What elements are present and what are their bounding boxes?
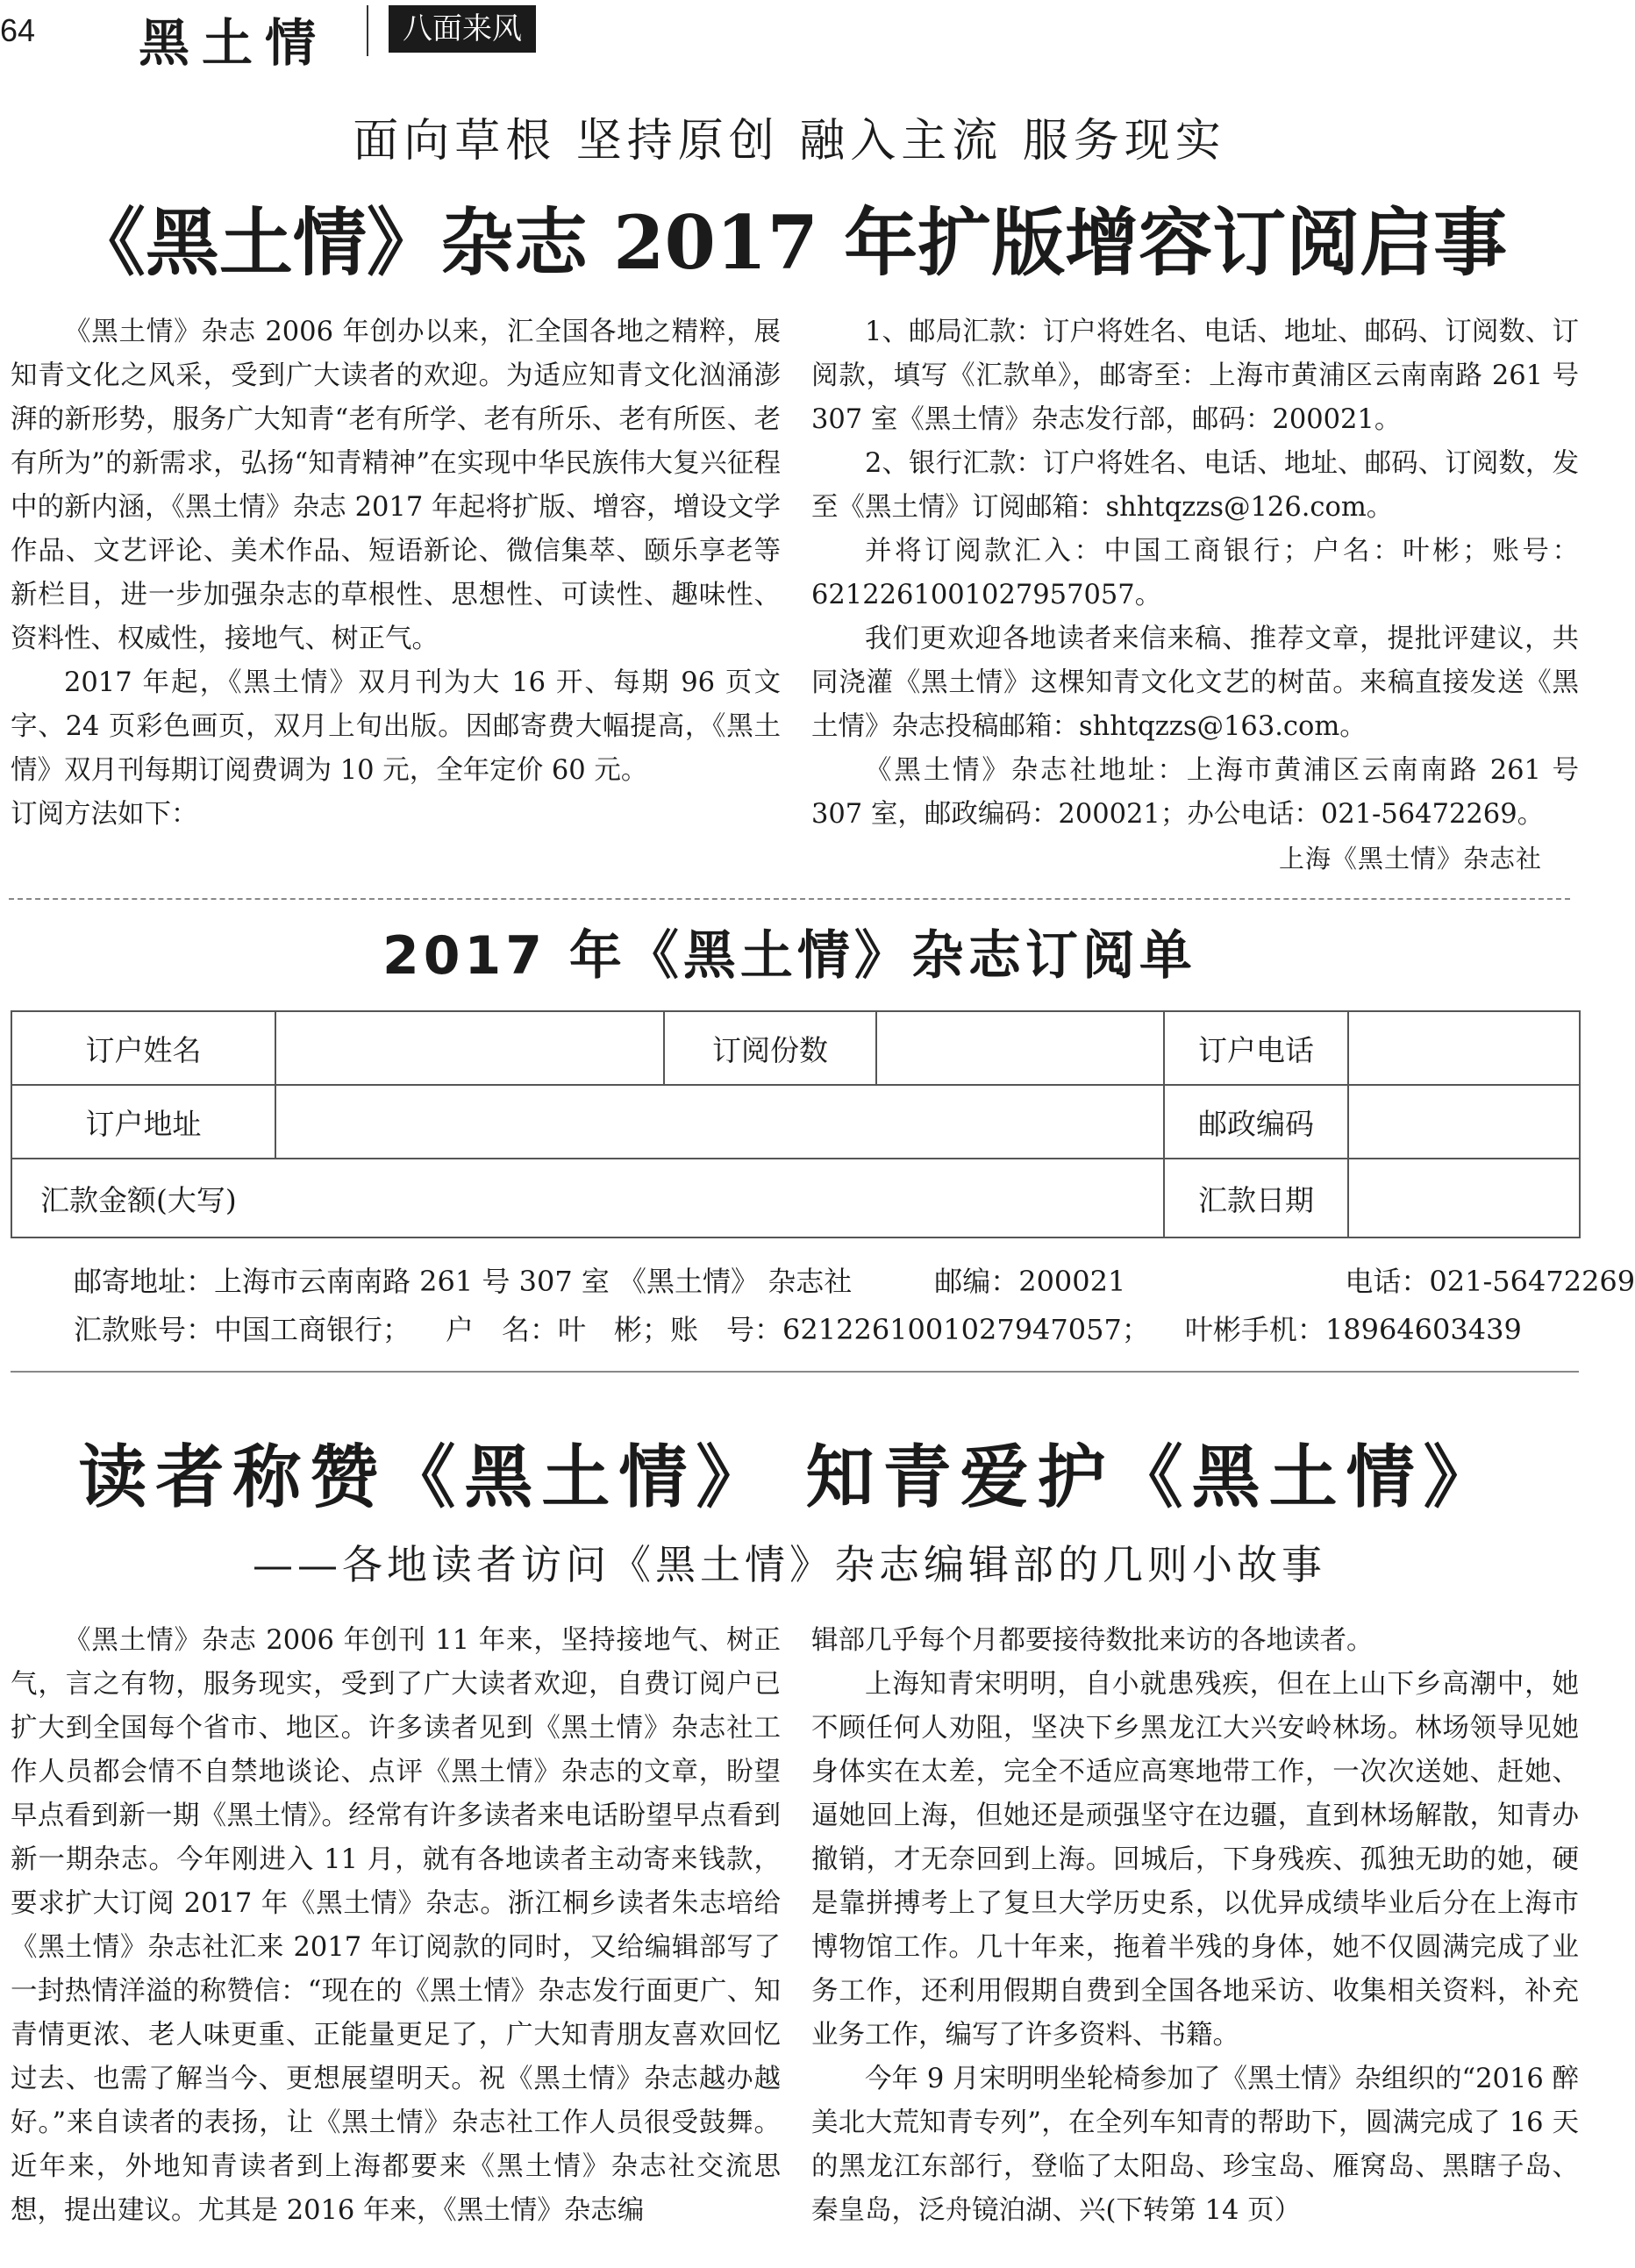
article2-title: 读者称赞《黑土情》 知青爱护《黑土情》 bbox=[78, 1437, 1501, 1517]
article1-right-paragraph: 《黑土情》杂志社地址：上海市黄浦区云南南路 261 号 307 室，邮政编码：200021；办公电话：021-56472269。 bbox=[811, 755, 1579, 830]
article2-right-paragraph: 上海知青宋明明，自小就患残疾，但在上山下乡高潮中，她不顾任何人劝阻，坚决下乡黑龙江大兴安岭林场。林场领导见她身体实在太差，完全不适应高寒地带工作，一次次送她、赶她、逼她回上海，但她还是顽强坚守在边疆，直到林场解散，知青办撤销，才无奈回到上海。回城后，下身残疾、孤独无助的她，硬是靠拼搏考上了复旦大学历史系，以优异成绩毕业后分在上海市博物馆工作。几十年来，拖着半残的身体，她不仅圆满完成了业务工作，还利用假期自费到全国各地采访、收集相关资料，补充业务工作，编写了许多资料、书籍。 bbox=[811, 1669, 1579, 2050]
article1-title: 《黑土情》杂志 2017 年扩版增容订阅启事 bbox=[71, 199, 1508, 286]
article2-right-column bbox=[811, 1619, 1579, 2233]
mailing-address-line bbox=[74, 1259, 1635, 1300]
label-subscriber-name: 订户姓名 bbox=[11, 1011, 275, 1085]
field-remit-date[interactable] bbox=[1348, 1159, 1580, 1237]
field-subscriber-name[interactable] bbox=[275, 1011, 664, 1085]
article1-left-column bbox=[11, 310, 781, 837]
article2-left-paragraph: 《黑土情》杂志 2006 年创刊 11 年来，坚持接地气、树正气，言之有物，服务现实，受到了广大读者欢迎，自费订阅户已扩大到全国每个省市、地区。许多读者见到《黑土情》杂志社工作人员都会情不自禁地谈论、点评《黑土情》杂志的文章，盼望早点看到新一期《黑土情》。经常有许多读者来电话盼望早点看到新一期杂志。今年刚进入 11 月，就有各地读者主动寄来钱款，要求扩大订阅 2017 年《黑土情》杂志。浙江桐乡读者朱志培给《黑土情》杂志社汇来 2017 年订阅款的同时，又给编辑部写了一封热情洋溢的称赞信：“现在的《黑土情》杂志发行面更广、知青情更浓、老人味更重、正能量更足了，广大知青朋友喜欢回忆过去、也需了解当今、更想展望明天。祝《黑土情》杂志越办越好。”来自读者的表扬，让《黑土情》杂志社工作人员很受鼓舞。近年来，外地知青读者到上海都要来《黑土情》杂志社交流思想，提出建议。尤其是 2016 年来，《黑土情》杂志编 bbox=[11, 1625, 781, 2226]
remit-account: 汇款账号：中国工商银行； bbox=[74, 1313, 411, 1346]
page-number: 64 bbox=[0, 12, 36, 48]
subscription-form-table bbox=[11, 1010, 1581, 1238]
mailing-postcode: 邮编：200021 bbox=[934, 1265, 1126, 1298]
article1-right-paragraph: 2、银行汇款：订户将姓名、电话、地址、邮码、订阅数，发至《黑土情》订阅邮箱：shhtqzzs@126.com。 bbox=[811, 448, 1579, 523]
mailing-address: 邮寄地址：上海市云南南路 261 号 307 室 《黑土情》 杂志社 bbox=[74, 1265, 853, 1298]
section-divider bbox=[11, 1371, 1579, 1373]
article1-right-paragraph: 并将订阅款汇入：中国工商银行；户名：叶彬；账号：6212261001027957057。 bbox=[811, 536, 1579, 610]
label-subscriber-phone: 订户电话 bbox=[1164, 1011, 1348, 1085]
label-postcode: 邮政编码 bbox=[1164, 1085, 1348, 1159]
article2-right-paragraph: 今年 9 月宋明明坐轮椅参加了《黑土情》杂组织的“2016 醉美北大荒知青专列”，在全列车知青的帮助下，圆满完成了 16 天的黑龙江东部行，登临了太阳岛、珍宝岛、雁窝岛、黑瞎子岛、秦皇岛，泛舟镜泊湖、兴(下转第 14 页） bbox=[811, 2064, 1579, 2226]
article2-right-continuation: 辑部几乎每个月都要接待数批来访的各地读者。 bbox=[811, 1625, 1374, 1656]
label-copies: 订阅份数 bbox=[664, 1011, 876, 1085]
section-tag: 八面来风 bbox=[389, 5, 536, 53]
mailing-phone: 电话：021-56472269 bbox=[1345, 1265, 1635, 1298]
label-remit-amount[interactable]: 汇款金额(大写) bbox=[11, 1159, 1164, 1237]
article1-right-paragraph: 1、邮局汇款：订户将姓名、电话、地址、邮码、订阅数、订阅款，填写《汇款单》，邮寄至：上海市黄浦区云南南路 261 号 307 室《黑土情》杂志发行部，邮码：200021。 bbox=[811, 317, 1579, 435]
article1-left-tail: 订阅方法如下： bbox=[11, 799, 198, 830]
field-subscriber-address[interactable] bbox=[275, 1085, 1164, 1159]
article2-subtitle: ——各地读者访问《黑土情》杂志编辑部的几则小故事 bbox=[253, 1541, 1326, 1588]
remittance-account-line bbox=[74, 1308, 1522, 1348]
form-title: 2017 年《黑土情》杂志订阅单 bbox=[382, 925, 1196, 987]
article1-right-paragraph: 我们更欢迎各地读者来信来稿、推荐文章，提批评建议，共同浇灌《黑土情》这棵知青文化文艺的树苗。来稿直接发送《黑土情》杂志投稿邮箱：shhtqzzs@163.com。 bbox=[811, 624, 1579, 742]
article2-left-column bbox=[11, 1619, 781, 2233]
label-remit-date: 汇款日期 bbox=[1164, 1159, 1348, 1237]
header-divider bbox=[367, 5, 368, 56]
article1-left-paragraph: 2017 年起，《黑土情》双月刊为大 16 开、每期 96 页文字、24 页彩色画页，双月上旬出版。因邮寄费大幅提高，《黑土情》双月刊每期订阅费调为 10 元，全年定价 60 元。 bbox=[11, 667, 781, 786]
dashed-cut-line bbox=[9, 898, 1570, 900]
label-subscriber-address: 订户地址 bbox=[11, 1085, 275, 1159]
field-postcode[interactable] bbox=[1348, 1085, 1580, 1159]
remit-holder: 户 名：叶 彬；账 号：6212261001027947057； bbox=[446, 1313, 1150, 1346]
article1-right-column bbox=[811, 310, 1579, 881]
field-copies[interactable] bbox=[876, 1011, 1164, 1085]
magazine-logo: 黑土情 bbox=[139, 13, 329, 73]
slogan: 面向草根 坚持原创 融入主流 服务现实 bbox=[353, 115, 1226, 168]
remit-mobile: 叶彬手机：18964603439 bbox=[1184, 1313, 1522, 1346]
field-subscriber-phone[interactable] bbox=[1348, 1011, 1580, 1085]
article1-left-paragraph: 《黑土情》杂志 2006 年创办以来，汇全国各地之精粹，展知青文化之风采，受到广大读者的欢迎。为适应知青文化汹涌澎湃的新形势，服务广大知青“老有所学、老有所乐、老有所医、老有所为”的新需求，弘扬“知青精神”在实现中华民族伟大复兴征程中的新内涵，《黑土情》杂志 2017 年起将扩版、增容，增设文学作品、文艺评论、美术作品、短语新论、微信集萃、颐乐享老等新栏目，进一步加强杂志的草根性、思想性、可读性、趣味性、资料性、权威性，接地气、树正气。 bbox=[11, 317, 781, 654]
article1-signature: 上海《黑土情》杂志社 bbox=[1278, 844, 1542, 874]
